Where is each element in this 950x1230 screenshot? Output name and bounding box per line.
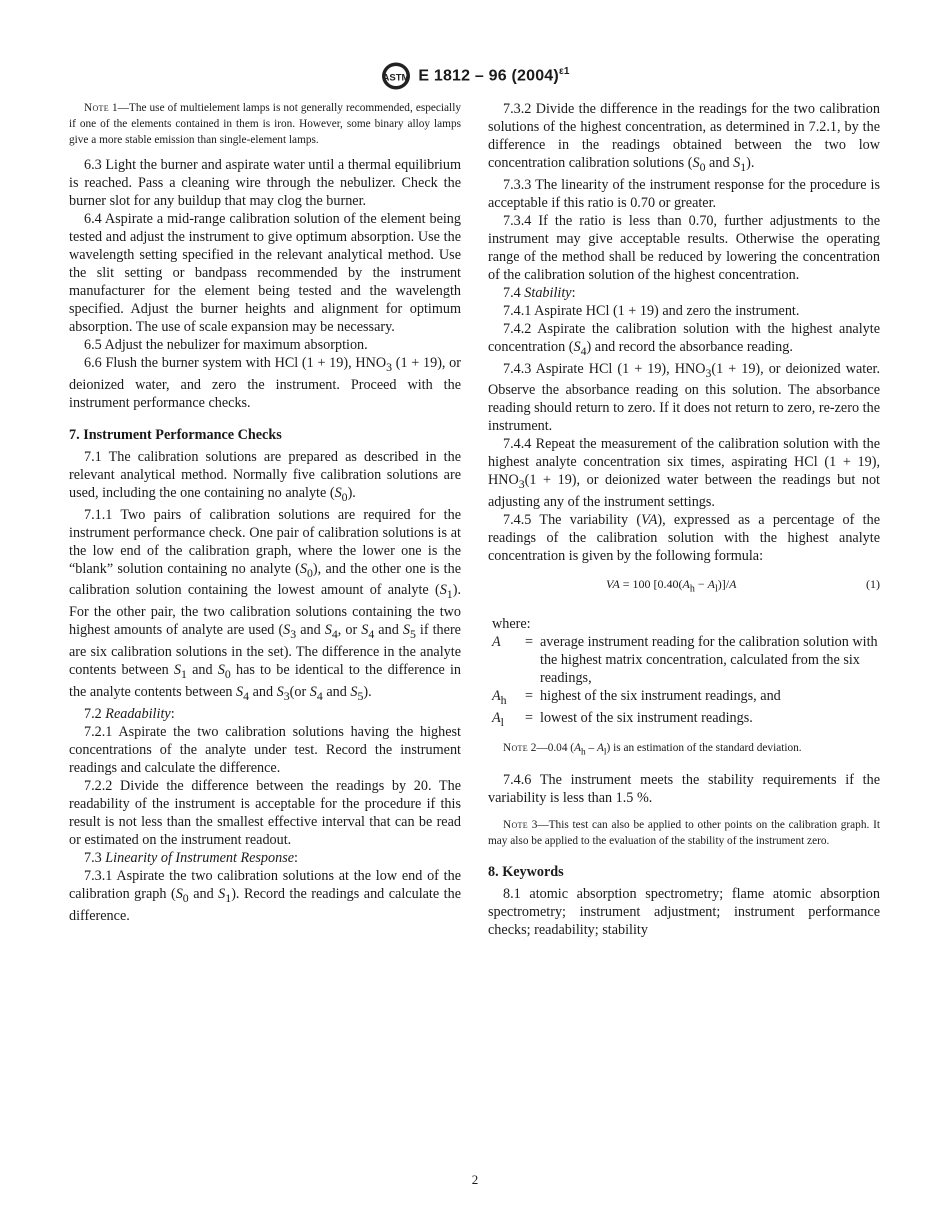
- symbol: A: [707, 577, 716, 592]
- definition-text: highest of the six instrument readings, and: [540, 687, 781, 704]
- symbol-letter: A: [492, 687, 501, 704]
- right-column: [488, 100, 880, 939]
- text: if there are six calibration solutions in the set). The difference in the analyte contents between: [69, 622, 461, 679]
- symbol: [492, 709, 518, 731]
- symbol: S: [283, 622, 291, 639]
- symbol: S: [733, 155, 741, 171]
- subscript: 5: [409, 627, 416, 642]
- symbol: S: [361, 622, 369, 639]
- symbol: S: [173, 662, 181, 679]
- symbol: S: [439, 582, 447, 599]
- symbol: S: [573, 338, 581, 355]
- note-text: 3—This test can also be applied to other points on the calibration graph. It may also be applied to the evaluation of the stability of the instrument zero.: [488, 818, 880, 847]
- para-7-4: 7.4 Stability:: [503, 284, 576, 301]
- text: 7.1 The calibration solutions are prepared as described in the relevant analytical method. Normally five calibration solutions are used, including the one containing no analyte (: [69, 448, 461, 501]
- symbol: S: [402, 622, 410, 639]
- text: (1 + 19), or deionized water. Observe the absorbance reading on this solution. The absorbance reading should return to zero. If it does not return to zero, re-zero the instrument.: [488, 360, 880, 435]
- subscript: 4: [316, 688, 323, 703]
- subscript: 1: [225, 890, 232, 905]
- subscript: 1: [446, 587, 453, 602]
- symbol: A: [682, 577, 690, 592]
- symbol: A: [729, 577, 737, 592]
- symbol: S: [299, 560, 307, 577]
- left-column: [69, 100, 461, 925]
- subscript: 3: [290, 627, 297, 642]
- text: has to be identical to the difference in the analyte contents between: [69, 662, 462, 700]
- text: (1 + 19), or deionized water between the readings but not adjusting any of the instrument settings.: [488, 472, 880, 511]
- definition-text: average instrument reading for the calibration solution with the highest matrix concentration, calculated from the six readings,: [540, 633, 878, 686]
- symbol-letter: A: [492, 709, 501, 726]
- para-7-1: [69, 448, 461, 506]
- symbol: S: [175, 885, 183, 902]
- text: ).: [363, 683, 372, 700]
- designation-text: E 1812 – 96 (2004): [418, 67, 559, 85]
- subscript: 4: [368, 627, 375, 642]
- subscript: 4: [580, 343, 587, 358]
- note-text: 1—The use of multielement lamps is not generally recommended, especially if one of the elements contained in them is iron. However, some binary alloy lamps give a more stable emission than single-element lamps.: [69, 102, 461, 146]
- symbol: [492, 633, 518, 687]
- text: ), expressed as a percentage of the readings of the calibration solution with the highest analyte concentration is given by the following formula:: [488, 512, 880, 565]
- para-7-3-1: [69, 867, 461, 925]
- text: ). For the other pair, the two calibration solutions containing the two highest amounts of analyte are used (: [69, 582, 461, 639]
- text: ).: [746, 155, 755, 171]
- subscript: 0: [307, 565, 313, 580]
- subscript: 5: [357, 688, 364, 703]
- note-label: Note: [503, 742, 528, 755]
- section-8-heading: 8. Keywords: [488, 863, 564, 880]
- text: and: [296, 622, 325, 639]
- text: ), and the other one is the calibration solution containing the lowest amount of analyte (: [69, 560, 461, 599]
- definitions-list: [492, 633, 884, 731]
- text: −: [694, 577, 708, 592]
- definition-row: [492, 687, 884, 709]
- text: ). Record the readings and calculate the difference.: [69, 885, 461, 924]
- para-7-3: 7.3 Linearity of Instrument Response:: [84, 849, 298, 866]
- text: and: [322, 683, 351, 700]
- logo-text: ASTM: [382, 72, 410, 84]
- text: = 100 [0.40(: [619, 577, 683, 592]
- para-7-4-2: [488, 320, 880, 360]
- text: 7.1.1 Two pairs of calibration solutions are required for the instrument performance check. One pair of calibration solutions is at the low end of the calibration graph, where the lower one is the “blank” solution containing no analyte (: [69, 506, 461, 577]
- para-7-4-5: [488, 511, 880, 565]
- text: 7.3: [84, 849, 106, 866]
- subscript: l: [500, 714, 504, 729]
- subscript: 4: [243, 688, 250, 703]
- subscript: l: [603, 747, 607, 758]
- subscript: 0: [182, 890, 189, 905]
- note-1: [69, 100, 461, 148]
- para-7-4-3: [488, 360, 880, 436]
- symbol: S: [276, 683, 284, 700]
- definition-text: lowest of the six instrument readings.: [540, 709, 753, 726]
- text: (1 + 19), or deionized water, and zero the instrument. Proceed with the instrument performance checks.: [69, 355, 461, 411]
- para-6-5: 6.5 Adjust the nebulizer for maximum absorption.: [84, 337, 368, 353]
- subsection-title: Readability: [105, 705, 171, 722]
- text: ).: [347, 484, 356, 501]
- equation-1: [488, 575, 880, 598]
- text: and: [374, 622, 403, 639]
- para-7-4-4: [488, 435, 880, 511]
- subscript: 4: [331, 627, 338, 642]
- subscript: h: [689, 583, 695, 595]
- note-label: Note: [84, 102, 109, 114]
- note-label: Note: [503, 818, 528, 831]
- subscript: 3: [283, 688, 290, 703]
- page-number: 2: [471, 1172, 479, 1187]
- text: 2—0.04 (: [527, 742, 575, 755]
- subsection-title: Linearity of Instrument Response: [105, 849, 295, 866]
- definition-row: [492, 633, 884, 687]
- note-3: [488, 817, 880, 849]
- subscript: 3: [518, 477, 525, 492]
- para-7-3-2: [488, 100, 880, 176]
- text: –: [585, 742, 597, 755]
- text: 7.2: [84, 705, 106, 722]
- para-7-2: 7.2 Readability:: [84, 705, 175, 722]
- text: , or: [337, 622, 362, 639]
- para-7-4-6: 7.4.6 The instrument meets the stability requirements if the variability is less than 1.5 %.: [488, 771, 880, 806]
- symbol: S: [218, 885, 226, 902]
- equals: =: [524, 633, 533, 650]
- subscript: 1: [181, 666, 187, 681]
- equation-number: (1): [866, 577, 880, 592]
- text: 7.4: [503, 284, 525, 301]
- symbol: S: [350, 683, 358, 700]
- definition-row: [492, 709, 884, 731]
- para-6-6: [69, 354, 461, 412]
- text: and: [186, 662, 218, 679]
- text: 7.3.2 Divide the difference in the readings for the two calibration solutions of the highest concentration, as determined in 7.2.1, by the difference in the readings obtained between the two low concentration calibration solutions (: [488, 101, 880, 171]
- page-header: [0, 60, 950, 92]
- symbol: S: [692, 155, 700, 171]
- designation: [418, 66, 569, 85]
- symbol: S: [236, 683, 244, 700]
- where-label: where:: [492, 615, 531, 632]
- para-6-3: 6.3 Light the burner and aspirate water until a thermal equilibrium is reached. Pass a cleaning wire through the nebulizer. Check the burner slot for any buildup that may clog the burner.: [69, 157, 461, 209]
- section-7-heading: 7. Instrument Performance Checks: [69, 426, 282, 443]
- equation-body: [606, 575, 736, 598]
- equals: =: [524, 709, 533, 726]
- designation-superscript: ε1: [558, 66, 570, 78]
- para-6-4: 6.4 Aspirate a mid-range calibration solution of the element being tested and adjust the instrument to give optimum absorption. Use the wavelength setting specified in the relevant analytical method. Use the slit setting or bandpass recommended by the instrument manufacturer for the element being tested and the wavelength specified. Adjust the burner heights and alignment for optimum absorption. The use of scale expansion may be necessary.: [69, 211, 461, 335]
- subscript: h: [500, 692, 507, 707]
- symbol: VA: [606, 577, 620, 592]
- text: 6.6 Flush the burner system with HCl (1 + 19), HNO: [84, 355, 387, 371]
- para-8-1: 8.1 atomic absorption spectrometry; flame atomic absorption spectrometry; instrument adjustment; instrument performance checks; readability; stability: [488, 885, 880, 938]
- text: 7.3.1 Aspirate the two calibration solutions at the low end of the calibration graph (: [69, 867, 461, 902]
- text: )]/: [717, 577, 730, 592]
- equals: =: [524, 687, 533, 704]
- subscript: 0: [224, 666, 231, 681]
- text: and: [249, 683, 277, 700]
- para-7-4-1: 7.4.1 Aspirate HCl (1 + 19) and zero the instrument.: [503, 302, 800, 319]
- subscript: h: [580, 747, 586, 758]
- text: ) is an estimation of the standard deviation.: [606, 742, 802, 755]
- subscript: 0: [699, 159, 706, 174]
- text: and: [705, 155, 734, 171]
- para-7-2-2: 7.2.2 Divide the difference between the readings by 20. The readability of the instrument is acceptable for the procedure if this result is not less than the smallest effective interval that can be read or estimated on the instrument readout.: [69, 777, 461, 848]
- symbol: A: [574, 742, 581, 755]
- para-7-3-3: 7.3.3 The linearity of the instrument response for the procedure is acceptable if this ratio is 0.70 or greater.: [488, 176, 880, 211]
- para-7-2-1: 7.2.1 Aspirate the two calibration solutions having the highest concentrations of the analyte under test. Record the instrument readings and calculate the difference.: [69, 723, 461, 776]
- subsection-title: Stability: [524, 284, 572, 301]
- text: (or: [289, 683, 310, 700]
- text: 7.4.3 Aspirate HCl (1 + 19), HNO: [503, 360, 706, 377]
- text: 7.4.2 Aspirate the calibration solution with the highest analyte concentration (: [488, 320, 880, 355]
- symbol: S: [324, 622, 332, 639]
- astm-logo-icon: [380, 61, 412, 91]
- para-7-1-1: [69, 506, 461, 705]
- symbol: S: [217, 662, 225, 679]
- text: ) and record the absorbance reading.: [586, 338, 793, 355]
- symbol: A: [596, 742, 604, 755]
- note-2: [488, 740, 880, 760]
- subscript: 3: [386, 359, 393, 374]
- symbol: [492, 687, 518, 709]
- symbol: S: [309, 683, 317, 700]
- subscript: l: [715, 583, 718, 595]
- symbol-letter: A: [492, 633, 501, 650]
- symbol: S: [334, 484, 342, 501]
- subscript: 3: [705, 365, 712, 380]
- text: 7.4.5 The variability (: [503, 512, 642, 529]
- subscript: 0: [341, 489, 348, 504]
- text: 7.4.4 Repeat the measurement of the calibration solution with the highest analyte concentration six times, aspirating HCl (1 + 19), HNO: [488, 436, 880, 489]
- text: and: [188, 885, 219, 902]
- para-7-3-4: 7.3.4 If the ratio is less than 0.70, further adjustments to the instrument may give acceptable results. Otherwise the operating range of the method shall be reduced by lowering the concentration of the calibration solution of the highest concentration.: [488, 212, 880, 283]
- symbol: VA: [641, 512, 658, 529]
- subscript: 1: [740, 159, 747, 174]
